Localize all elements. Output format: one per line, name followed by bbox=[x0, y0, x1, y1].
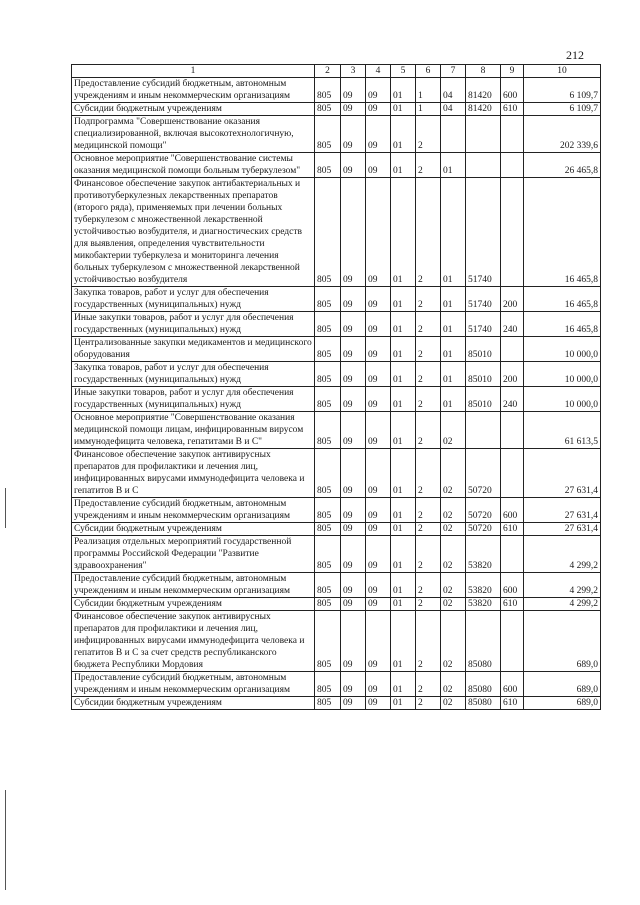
cell-program-code: 01 bbox=[391, 103, 416, 116]
cell-activity-code: 02 bbox=[441, 498, 466, 523]
cell-subsection-code: 09 bbox=[366, 611, 391, 672]
row-name: Финансовое обеспечение закупок антивирусных препаратов для профилактики и лечения лиц, инфицированных вирусами иммунодефицита человека и гепатитов В и С за счет средств республиканского бюджета Республики Мордовия bbox=[72, 611, 315, 672]
cell-activity-code: 01 bbox=[441, 337, 466, 362]
cell-program-code: 01 bbox=[391, 697, 416, 710]
cell-program-code: 01 bbox=[391, 78, 416, 103]
cell-expense-type-code: 610 bbox=[501, 523, 524, 536]
cell-ministry-code: 805 bbox=[315, 523, 341, 536]
cell-subprogram-code: 2 bbox=[416, 337, 441, 362]
table-body bbox=[72, 78, 601, 710]
cell-ministry-code: 805 bbox=[315, 153, 341, 178]
cell-subsection-code: 09 bbox=[366, 178, 391, 287]
table-row bbox=[72, 611, 601, 672]
cell-ministry-code: 805 bbox=[315, 672, 341, 697]
cell-activity-code: 02 bbox=[441, 697, 466, 710]
cell-ministry-code: 805 bbox=[315, 362, 341, 387]
cell-activity-code: 01 bbox=[441, 153, 466, 178]
cell-program-code: 01 bbox=[391, 312, 416, 337]
cell-ministry-code: 805 bbox=[315, 412, 341, 449]
cell-amount: 26 465,8 bbox=[524, 153, 601, 178]
table-row bbox=[72, 178, 601, 287]
cell-ministry-code: 805 bbox=[315, 103, 341, 116]
cell-expense-type-code: 610 bbox=[501, 697, 524, 710]
cell-subprogram-code: 2 bbox=[416, 116, 441, 153]
table-row bbox=[72, 287, 601, 312]
cell-subprogram-code: 2 bbox=[416, 449, 441, 498]
row-name: Финансовое обеспечение закупок антивирусных препаратов для профилактики и лечения лиц, инфицированных вирусами иммунодефицита человека и гепатитов В и С bbox=[72, 449, 315, 498]
column-header: 6 bbox=[416, 65, 441, 78]
cell-direction-code: 85080 bbox=[466, 697, 501, 710]
cell-amount: 6 109,7 bbox=[524, 103, 601, 116]
cell-expense-type-code bbox=[501, 536, 524, 573]
cell-expense-type-code bbox=[501, 116, 524, 153]
cell-program-code: 01 bbox=[391, 598, 416, 611]
table-row bbox=[72, 312, 601, 337]
cell-expense-type-code: 610 bbox=[501, 598, 524, 611]
cell-expense-type-code bbox=[501, 611, 524, 672]
cell-ministry-code: 805 bbox=[315, 573, 341, 598]
table-row bbox=[72, 523, 601, 536]
cell-section-code: 09 bbox=[341, 312, 366, 337]
cell-direction-code: 51740 bbox=[466, 287, 501, 312]
cell-activity-code: 02 bbox=[441, 449, 466, 498]
cell-subprogram-code: 2 bbox=[416, 573, 441, 598]
cell-section-code: 09 bbox=[341, 536, 366, 573]
cell-amount: 16 465,8 bbox=[524, 287, 601, 312]
row-name: Финансовое обеспечение закупок антибактериальных и противотуберкулезных лекарственных препаратов (второго ряда), применяемых при лечении больных туберкулезом с множественной лекарственной устойчивостью возбудителя, и диагностических средств для выявления, определения чувствительности микобактерии туберкулеза и мониторинга лечения больных туберкулезом с множественной лекарственной устойчивостью возбудителя bbox=[72, 178, 315, 287]
row-name: Субсидии бюджетным учреждениям bbox=[72, 598, 315, 611]
table-row bbox=[72, 697, 601, 710]
cell-direction-code: 50720 bbox=[466, 523, 501, 536]
cell-subsection-code: 09 bbox=[366, 78, 391, 103]
cell-section-code: 09 bbox=[341, 611, 366, 672]
cell-program-code: 01 bbox=[391, 178, 416, 287]
cell-amount: 27 631,4 bbox=[524, 523, 601, 536]
cell-subsection-code: 09 bbox=[366, 498, 391, 523]
table-header-row bbox=[72, 65, 601, 78]
cell-activity-code: 04 bbox=[441, 103, 466, 116]
table-row bbox=[72, 153, 601, 178]
cell-section-code: 09 bbox=[341, 697, 366, 710]
cell-ministry-code: 805 bbox=[315, 116, 341, 153]
cell-expense-type-code bbox=[501, 449, 524, 498]
cell-amount: 4 299,2 bbox=[524, 536, 601, 573]
row-name: Субсидии бюджетным учреждениям bbox=[72, 697, 315, 710]
cell-direction-code: 85010 bbox=[466, 362, 501, 387]
cell-section-code: 09 bbox=[341, 573, 366, 598]
cell-activity-code: 01 bbox=[441, 287, 466, 312]
cell-activity-code: 04 bbox=[441, 78, 466, 103]
cell-direction-code: 53820 bbox=[466, 598, 501, 611]
cell-expense-type-code: 600 bbox=[501, 672, 524, 697]
cell-ministry-code: 805 bbox=[315, 536, 341, 573]
cell-subprogram-code: 2 bbox=[416, 523, 441, 536]
cell-direction-code: 50720 bbox=[466, 449, 501, 498]
cell-section-code: 09 bbox=[341, 287, 366, 312]
cell-subprogram-code: 2 bbox=[416, 536, 441, 573]
table-row bbox=[72, 103, 601, 116]
cell-direction-code: 51740 bbox=[466, 178, 501, 287]
cell-subsection-code: 09 bbox=[366, 536, 391, 573]
row-name: Предоставление субсидий бюджетным, автономным учреждениям и иным некоммерческим организациям bbox=[72, 573, 315, 598]
cell-direction-code: 53820 bbox=[466, 573, 501, 598]
cell-amount: 10 000,0 bbox=[524, 337, 601, 362]
cell-ministry-code: 805 bbox=[315, 287, 341, 312]
cell-expense-type-code bbox=[501, 153, 524, 178]
cell-direction-code bbox=[466, 412, 501, 449]
cell-program-code: 01 bbox=[391, 362, 416, 387]
cell-subprogram-code: 2 bbox=[416, 362, 441, 387]
cell-ministry-code: 805 bbox=[315, 178, 341, 287]
row-name: Централизованные закупки медикаментов и медицинского оборудования bbox=[72, 337, 315, 362]
cell-amount: 10 000,0 bbox=[524, 362, 601, 387]
cell-program-code: 01 bbox=[391, 672, 416, 697]
table-row bbox=[72, 498, 601, 523]
cell-subsection-code: 09 bbox=[366, 362, 391, 387]
cell-amount: 689,0 bbox=[524, 672, 601, 697]
cell-expense-type-code: 200 bbox=[501, 287, 524, 312]
row-name: Предоставление субсидий бюджетным, автономным учреждениям и иным некоммерческим организациям bbox=[72, 498, 315, 523]
row-name: Основное мероприятие "Совершенствование оказания медицинской помощи лицам, инфицированным вирусом иммунодефицита человека, гепатитами В и С" bbox=[72, 412, 315, 449]
cell-program-code: 01 bbox=[391, 573, 416, 598]
cell-direction-code: 50720 bbox=[466, 498, 501, 523]
cell-ministry-code: 805 bbox=[315, 498, 341, 523]
column-header: 9 bbox=[501, 65, 524, 78]
cell-activity-code: 02 bbox=[441, 598, 466, 611]
row-name: Предоставление субсидий бюджетным, автономным учреждениям и иным некоммерческим организациям bbox=[72, 78, 315, 103]
table-row bbox=[72, 672, 601, 697]
cell-section-code: 09 bbox=[341, 672, 366, 697]
cell-activity-code: 02 bbox=[441, 536, 466, 573]
cell-subsection-code: 09 bbox=[366, 598, 391, 611]
column-header: 5 bbox=[391, 65, 416, 78]
cell-amount: 10 000,0 bbox=[524, 387, 601, 412]
cell-subsection-code: 09 bbox=[366, 672, 391, 697]
table-row bbox=[72, 362, 601, 387]
row-name: Основное мероприятие "Совершенствование системы оказания медицинской помощи больным туберкулезом" bbox=[72, 153, 315, 178]
cell-expense-type-code bbox=[501, 412, 524, 449]
cell-subsection-code: 09 bbox=[366, 387, 391, 412]
cell-amount: 4 299,2 bbox=[524, 573, 601, 598]
column-header: 7 bbox=[441, 65, 466, 78]
cell-expense-type-code: 600 bbox=[501, 573, 524, 598]
cell-program-code: 01 bbox=[391, 498, 416, 523]
cell-section-code: 09 bbox=[341, 103, 366, 116]
cell-section-code: 09 bbox=[341, 362, 366, 387]
cell-direction-code: 85080 bbox=[466, 672, 501, 697]
cell-subprogram-code: 1 bbox=[416, 78, 441, 103]
budget-table bbox=[71, 64, 601, 710]
row-name: Субсидии бюджетным учреждениям bbox=[72, 523, 315, 536]
cell-section-code: 09 bbox=[341, 598, 366, 611]
cell-subprogram-code: 2 bbox=[416, 498, 441, 523]
cell-amount: 27 631,4 bbox=[524, 498, 601, 523]
cell-subsection-code: 09 bbox=[366, 412, 391, 449]
cell-direction-code: 81420 bbox=[466, 103, 501, 116]
row-name: Подпрограмма "Совершенствование оказания специализированной, включая высокотехнологичную, медицинской помощи" bbox=[72, 116, 315, 153]
cell-subsection-code: 09 bbox=[366, 116, 391, 153]
cell-direction-code: 51740 bbox=[466, 312, 501, 337]
cell-activity-code bbox=[441, 116, 466, 153]
table-row bbox=[72, 412, 601, 449]
cell-ministry-code: 805 bbox=[315, 387, 341, 412]
row-name: Иные закупки товаров, работ и услуг для обеспечения государственных (муниципальных) нужд bbox=[72, 312, 315, 337]
cell-program-code: 01 bbox=[391, 523, 416, 536]
cell-program-code: 01 bbox=[391, 536, 416, 573]
cell-activity-code: 01 bbox=[441, 312, 466, 337]
cell-subprogram-code: 2 bbox=[416, 387, 441, 412]
cell-section-code: 09 bbox=[341, 78, 366, 103]
cell-program-code: 01 bbox=[391, 449, 416, 498]
row-name: Субсидии бюджетным учреждениям bbox=[72, 103, 315, 116]
cell-section-code: 09 bbox=[341, 498, 366, 523]
cell-direction-code: 85080 bbox=[466, 611, 501, 672]
cell-ministry-code: 805 bbox=[315, 611, 341, 672]
cell-program-code: 01 bbox=[391, 287, 416, 312]
column-header: 4 bbox=[366, 65, 391, 78]
cell-expense-type-code bbox=[501, 337, 524, 362]
cell-section-code: 09 bbox=[341, 449, 366, 498]
table-row bbox=[72, 449, 601, 498]
cell-subsection-code: 09 bbox=[366, 153, 391, 178]
row-name: Предоставление субсидий бюджетным, автономным учреждениям и иным некоммерческим организациям bbox=[72, 672, 315, 697]
row-name: Реализация отдельных мероприятий государственной программы Российской Федерации "Развитие здравоохранения" bbox=[72, 536, 315, 573]
cell-subprogram-code: 1 bbox=[416, 103, 441, 116]
cell-subsection-code: 09 bbox=[366, 287, 391, 312]
cell-direction-code: 85010 bbox=[466, 387, 501, 412]
cell-program-code: 01 bbox=[391, 611, 416, 672]
cell-expense-type-code: 200 bbox=[501, 362, 524, 387]
table-row bbox=[72, 598, 601, 611]
cell-expense-type-code bbox=[501, 178, 524, 287]
cell-ministry-code: 805 bbox=[315, 449, 341, 498]
cell-subprogram-code: 2 bbox=[416, 287, 441, 312]
table-row bbox=[72, 337, 601, 362]
cell-amount: 16 465,8 bbox=[524, 312, 601, 337]
cell-ministry-code: 805 bbox=[315, 78, 341, 103]
cell-ministry-code: 805 bbox=[315, 598, 341, 611]
cell-program-code: 01 bbox=[391, 387, 416, 412]
cell-subprogram-code: 2 bbox=[416, 611, 441, 672]
cell-amount: 6 109,7 bbox=[524, 78, 601, 103]
cell-expense-type-code: 610 bbox=[501, 103, 524, 116]
cell-subprogram-code: 2 bbox=[416, 412, 441, 449]
column-header: 1 bbox=[72, 65, 315, 78]
row-name: Закупка товаров, работ и услуг для обеспечения государственных (муниципальных) нужд bbox=[72, 287, 315, 312]
cell-activity-code: 01 bbox=[441, 362, 466, 387]
table-row bbox=[72, 536, 601, 573]
cell-subprogram-code: 2 bbox=[416, 598, 441, 611]
cell-activity-code: 02 bbox=[441, 672, 466, 697]
page-number: 212 bbox=[566, 48, 584, 62]
cell-subsection-code: 09 bbox=[366, 337, 391, 362]
cell-program-code: 01 bbox=[391, 153, 416, 178]
cell-activity-code: 01 bbox=[441, 387, 466, 412]
cell-amount: 16 465,8 bbox=[524, 178, 601, 287]
column-header: 8 bbox=[466, 65, 501, 78]
cell-program-code: 01 bbox=[391, 337, 416, 362]
cell-subprogram-code: 2 bbox=[416, 672, 441, 697]
cell-subsection-code: 09 bbox=[366, 449, 391, 498]
cell-ministry-code: 805 bbox=[315, 312, 341, 337]
cell-subsection-code: 09 bbox=[366, 312, 391, 337]
cell-amount: 202 339,6 bbox=[524, 116, 601, 153]
cell-amount: 4 299,2 bbox=[524, 598, 601, 611]
cell-activity-code: 02 bbox=[441, 573, 466, 598]
cell-section-code: 09 bbox=[341, 178, 366, 287]
cell-section-code: 09 bbox=[341, 116, 366, 153]
table-row bbox=[72, 573, 601, 598]
column-header: 10 bbox=[524, 65, 601, 78]
cell-ministry-code: 805 bbox=[315, 697, 341, 710]
cell-direction-code bbox=[466, 116, 501, 153]
cell-subsection-code: 09 bbox=[366, 697, 391, 710]
cell-subprogram-code: 2 bbox=[416, 153, 441, 178]
cell-section-code: 09 bbox=[341, 337, 366, 362]
cell-expense-type-code: 600 bbox=[501, 498, 524, 523]
cell-section-code: 09 bbox=[341, 412, 366, 449]
cell-activity-code: 02 bbox=[441, 412, 466, 449]
cell-direction-code: 81420 bbox=[466, 78, 501, 103]
cell-expense-type-code: 240 bbox=[501, 312, 524, 337]
cell-expense-type-code: 240 bbox=[501, 387, 524, 412]
margin-mark-lower bbox=[5, 790, 6, 890]
cell-direction-code: 85010 bbox=[466, 337, 501, 362]
cell-subprogram-code: 2 bbox=[416, 697, 441, 710]
cell-amount: 689,0 bbox=[524, 697, 601, 710]
cell-expense-type-code: 600 bbox=[501, 78, 524, 103]
cell-activity-code: 02 bbox=[441, 523, 466, 536]
table-row bbox=[72, 78, 601, 103]
table-row bbox=[72, 387, 601, 412]
cell-program-code: 01 bbox=[391, 412, 416, 449]
cell-amount: 61 613,5 bbox=[524, 412, 601, 449]
cell-section-code: 09 bbox=[341, 153, 366, 178]
cell-direction-code bbox=[466, 153, 501, 178]
cell-subsection-code: 09 bbox=[366, 573, 391, 598]
cell-amount: 689,0 bbox=[524, 611, 601, 672]
column-header: 2 bbox=[315, 65, 341, 78]
column-header: 3 bbox=[341, 65, 366, 78]
cell-ministry-code: 805 bbox=[315, 337, 341, 362]
cell-amount: 27 631,4 bbox=[524, 449, 601, 498]
cell-section-code: 09 bbox=[341, 523, 366, 536]
row-name: Закупка товаров, работ и услуг для обеспечения государственных (муниципальных) нужд bbox=[72, 362, 315, 387]
margin-mark-upper bbox=[5, 488, 6, 528]
cell-subsection-code: 09 bbox=[366, 523, 391, 536]
cell-activity-code: 02 bbox=[441, 611, 466, 672]
cell-direction-code: 53820 bbox=[466, 536, 501, 573]
cell-subprogram-code: 2 bbox=[416, 178, 441, 287]
cell-section-code: 09 bbox=[341, 387, 366, 412]
row-name: Иные закупки товаров, работ и услуг для обеспечения государственных (муниципальных) нужд bbox=[72, 387, 315, 412]
cell-program-code: 01 bbox=[391, 116, 416, 153]
table-row bbox=[72, 116, 601, 153]
cell-subsection-code: 09 bbox=[366, 103, 391, 116]
cell-activity-code: 01 bbox=[441, 178, 466, 287]
cell-subprogram-code: 2 bbox=[416, 312, 441, 337]
